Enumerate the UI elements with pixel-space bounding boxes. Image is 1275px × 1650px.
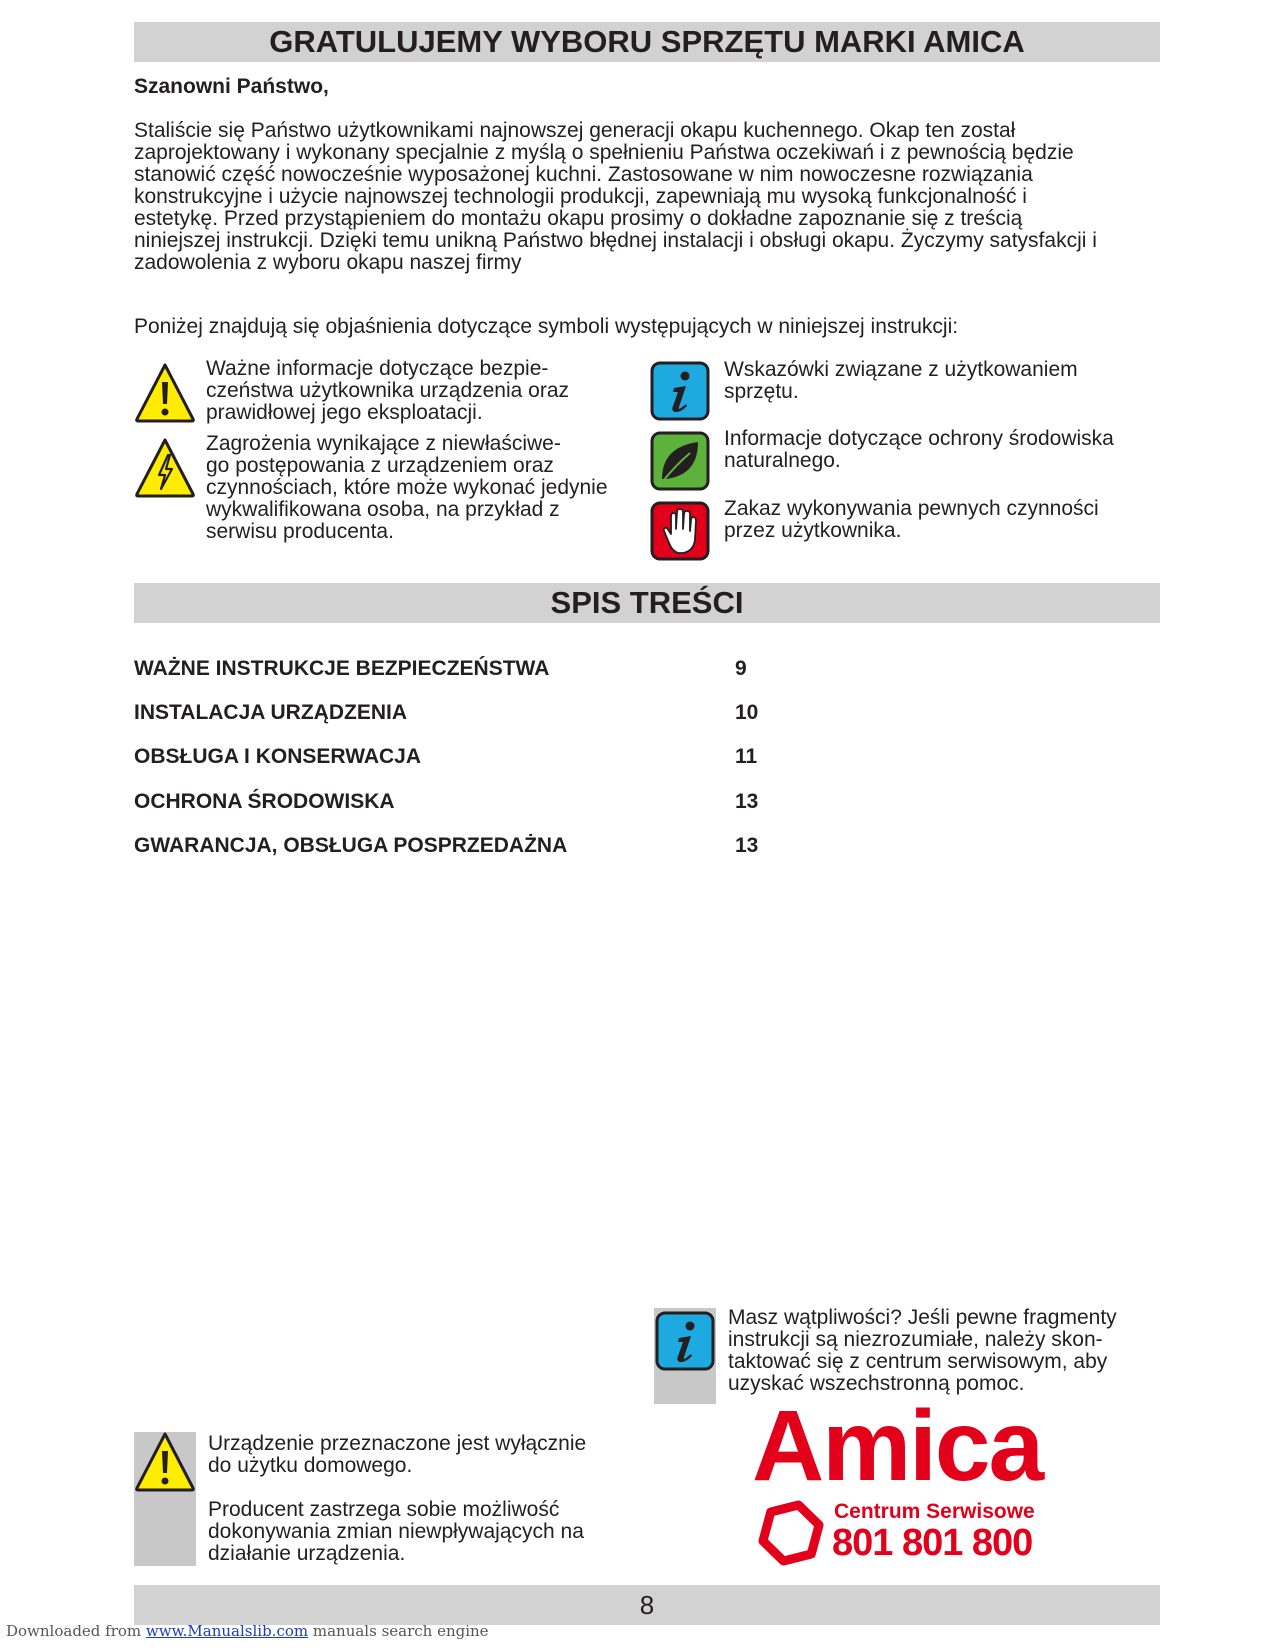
intro-line: zaprojektowany i wykonany specjalnie z myślą o spełnieniu Państwa oczekiwań i z pewnością będzie [134,141,1074,164]
intro-line: estetykę. Przed przystąpieniem do montażu okapu prosimy o dokładne zapoznanie się z treścią [134,207,1023,230]
text-line: Zagrożenia wynikające z niewłaściwe- [206,432,561,455]
text-line: Masz wątpliwości? Jeśli pewne fragmenty [728,1306,1117,1329]
toc-entry-label: GWARANCJA, OBSŁUGA POSPRZEDAŻNA [134,834,568,857]
text-line: Urządzenie przeznaczone jest wyłącznie [208,1432,587,1455]
info-icon [650,361,710,421]
service-hexagon-icon [758,1500,824,1566]
toc-entry-page: 13 [735,790,759,813]
text-line: naturalnego. [724,449,841,472]
electric-description [206,433,608,543]
warning-icon [134,362,196,424]
text-line: instrukcji są niezrozumiałe, należy skon- [728,1328,1103,1351]
text-line: sprzętu. [724,380,799,403]
download-credit [6,1622,489,1640]
toc-entry-label: INSTALACJA URZĄDZENIA [134,701,407,724]
toc-entry-page: 10 [735,701,759,724]
toc-title: SPIS TREŚCI [134,583,1160,623]
prohibit-description [724,498,1099,542]
info-description [724,359,1078,403]
text-line: Ważne informacje dotyczące bezpie- [206,357,549,380]
toc-entry[interactable] [134,790,774,820]
service-phone: 801 801 800 [832,1522,1033,1564]
amica-logo [752,1390,1052,1502]
page-title: GRATULUJEMY WYBORU SPRZĘTU MARKI AMICA [134,22,1160,62]
high-voltage-icon [134,437,196,499]
intro-line: niniejszej instrukcji. Dzięki temu unikną Państwo błędnej instalacji i obsługi okapu. Życzymy satysfakcji i [134,229,1097,252]
warning-description [206,358,569,424]
toc-entry-label: OCHRONA ŚRODOWISKA [134,790,395,813]
text-line: go postępowania z urządzeniem oraz [206,454,554,477]
notice-changes [208,1499,584,1565]
help-text [728,1307,1117,1395]
intro-line: stanowić część nowocześnie wyposażonej kuchni. Zastosowane w nim nowoczesne rozwiązania [134,163,1033,186]
page-number: 8 [134,1585,1160,1625]
service-center-label: Centrum Serwisowe [834,1500,1035,1523]
amica-logo-text: Amica [752,1390,1043,1502]
leaf-icon [650,431,710,491]
toc-entry-label: OBSŁUGA I KONSERWACJA [134,745,422,768]
text-line: serwisu producenta. [206,520,394,543]
download-prefix: Downloaded from [6,1622,146,1640]
text-line: czeństwa użytkownika urządzenia oraz [206,379,570,402]
download-suffix: manuals search engine [308,1622,489,1640]
toc-entry[interactable] [134,701,774,731]
toc-entry-page: 9 [735,657,747,680]
toc-entry[interactable] [134,745,774,775]
text-line: przez użytkownika. [724,519,902,542]
notice-household [208,1433,586,1477]
text-line: prawidłowej jego eksploatacji. [206,401,483,424]
intro-paragraph [134,120,1164,274]
info-icon [655,1311,715,1371]
text-line: uzyskać wszechstronną pomoc. [728,1372,1025,1395]
text-line: dokonywania zmian niewpływających na [208,1520,584,1543]
text-line: Informacje dotyczące ochrony środowiska [724,427,1114,450]
text-line: Producent zastrzega sobie możliwość [208,1498,560,1521]
intro-line: zadowolenia z wyboru okapu naszej firmy [134,251,522,274]
symbols-intro: Poniżej znajdują się objaśnienia dotyczące symboli występujących w niniejszej instrukcji: [134,315,959,338]
greeting: Szanowni Państwo, [134,75,329,98]
text-line: Wskazówki związane z użytkowaniem [724,358,1078,381]
toc-entry-page: 11 [735,745,758,768]
text-line: działanie urządzenia. [208,1542,406,1565]
intro-line: Staliście się Państwo użytkownikami najnowszej generacji okapu kuchennego. Okap ten został [134,119,1016,142]
toc-entry[interactable] [134,834,774,864]
toc-entry-label: WAŻNE INSTRUKCJE BEZPIECZEŃSTWA [134,657,550,680]
text-line: do użytku domowego. [208,1454,413,1477]
warning-icon [134,1431,196,1493]
text-line: wykwalifikowana osoba, na przykład z [206,498,560,521]
manualslib-link[interactable]: www.Manualslib.com [145,1622,309,1640]
hand-stop-icon [650,501,710,561]
text-line: taktować się z centrum serwisowym, aby [728,1350,1108,1373]
intro-line: konstrukcyjne i użycie najnowszej technologii produkcji, zapewniają mu wysoką funkcjonalność i [134,185,1027,208]
text-line: Zakaz wykonywania pewnych czynności [724,497,1099,520]
toc-entry-page: 13 [735,834,759,857]
toc-entry[interactable] [134,657,774,687]
text-line: czynnościach, które może wykonać jedynie [206,476,608,499]
eco-description [724,428,1114,472]
